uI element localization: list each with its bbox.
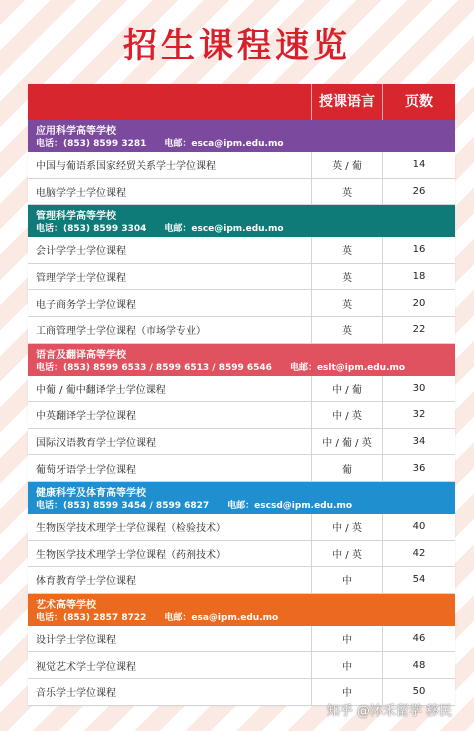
table-row bbox=[28, 237, 455, 264]
page-number: 32 bbox=[382, 402, 455, 428]
school-section-header bbox=[28, 482, 455, 514]
header-language: 授课语言 bbox=[311, 84, 382, 120]
table-row bbox=[28, 514, 455, 541]
course-name: 音乐学士学位课程 bbox=[36, 688, 116, 700]
school-name: 语言及翻译高等学校 bbox=[36, 349, 126, 361]
page-number: 26 bbox=[382, 179, 455, 205]
school-name: 应用科学高等学校 bbox=[36, 126, 116, 137]
course-name: 电脑学学士学位课程 bbox=[36, 187, 126, 199]
table-header bbox=[28, 84, 455, 120]
watermark: 知乎 @沐禾留学 移民 bbox=[326, 704, 452, 719]
school-name: 健康科学及体育高等学校 bbox=[36, 487, 146, 499]
table-row bbox=[28, 376, 455, 403]
teaching-language: 英 bbox=[311, 264, 382, 290]
school-section-header bbox=[28, 594, 455, 626]
course-name: 电子商务学士学位课程 bbox=[36, 299, 136, 311]
teaching-language: 英 bbox=[311, 290, 382, 316]
page-number: 36 bbox=[382, 455, 455, 481]
teaching-language: 英 bbox=[311, 237, 382, 263]
school-section-header bbox=[28, 344, 455, 376]
page-number: 16 bbox=[382, 237, 455, 263]
table-row bbox=[28, 541, 455, 568]
table-row bbox=[28, 317, 455, 344]
teaching-language: 中 bbox=[311, 652, 382, 678]
table-row bbox=[28, 402, 455, 429]
page-number: 34 bbox=[382, 429, 455, 455]
teaching-language: 中 / 英 bbox=[311, 402, 382, 428]
teaching-language: 中 bbox=[311, 567, 382, 593]
page-number: 46 bbox=[382, 626, 455, 652]
course-name: 生物医学技术理学士学位课程（药剂技术） bbox=[36, 549, 226, 561]
page-number: 48 bbox=[382, 652, 455, 678]
course-name: 会计学学士学位课程 bbox=[36, 246, 126, 258]
table-row bbox=[28, 567, 455, 594]
school-section-header bbox=[28, 120, 455, 152]
page-number: 40 bbox=[382, 514, 455, 540]
course-name: 中英翻译学士学位课程 bbox=[36, 411, 136, 423]
table-row bbox=[28, 264, 455, 291]
header-pages: 页数 bbox=[382, 84, 455, 120]
school-section-header bbox=[28, 205, 455, 237]
table-row bbox=[28, 152, 455, 179]
page-number: 22 bbox=[382, 317, 455, 343]
school-contact: 电话：(853) 8599 3304 电邮：esce@ipm.edu.mo bbox=[36, 224, 284, 235]
teaching-language: 英 / 葡 bbox=[311, 152, 382, 178]
teaching-language: 中 bbox=[311, 679, 382, 705]
course-name: 管理学学士学位课程 bbox=[36, 273, 126, 285]
table-row bbox=[28, 455, 455, 482]
course-name: 设计学士学位课程 bbox=[36, 635, 116, 647]
course-name: 视觉艺术学士学位课程 bbox=[36, 661, 136, 673]
page-number: 42 bbox=[382, 541, 455, 567]
teaching-language: 中 / 葡 / 英 bbox=[311, 429, 382, 455]
course-name: 生物医学技术理学士学位课程（检验技术） bbox=[36, 523, 226, 535]
course-name: 中国与葡语系国家经贸关系学士学位课程 bbox=[36, 161, 216, 173]
page-number: 20 bbox=[382, 290, 455, 316]
page-number: 54 bbox=[382, 567, 455, 593]
page-title: 招生课程速览 bbox=[123, 26, 351, 66]
school-contact: 电话：(853) 8599 6533 / 8599 6513 / 8599 6546 电邮：eslt@ipm.edu.mo bbox=[36, 362, 406, 373]
school-name: 管理科学高等学校 bbox=[36, 211, 116, 223]
page-number: 30 bbox=[382, 376, 455, 402]
course-name: 中葡 / 葡中翻译学士学位课程 bbox=[36, 384, 166, 396]
course-name: 体育教育学士学位课程 bbox=[36, 576, 136, 588]
table-row bbox=[28, 626, 455, 653]
school-name: 艺术高等学校 bbox=[36, 599, 96, 611]
school-contact: 电话：(853) 8599 3454 / 8599 6827 电邮：escsd@ipm.edu.mo bbox=[36, 500, 353, 511]
table-row bbox=[28, 179, 455, 206]
teaching-language: 英 bbox=[311, 317, 382, 343]
table-row bbox=[28, 429, 455, 456]
teaching-language: 中 / 英 bbox=[311, 541, 382, 567]
table-row bbox=[28, 652, 455, 679]
table-row bbox=[28, 290, 455, 317]
teaching-language: 中 / 葡 bbox=[311, 376, 382, 402]
course-table bbox=[28, 84, 455, 706]
page-number: 18 bbox=[382, 264, 455, 290]
course-name: 国际汉语教育学士学位课程 bbox=[36, 438, 156, 450]
course-name: 葡萄牙语学士学位课程 bbox=[36, 464, 136, 476]
page-number: 50 bbox=[382, 679, 455, 705]
school-contact: 电话：(853) 8599 3281 电邮：esca@ipm.edu.mo bbox=[36, 139, 284, 149]
teaching-language: 中 bbox=[311, 626, 382, 652]
teaching-language: 葡 bbox=[311, 455, 382, 481]
teaching-language: 中 / 英 bbox=[311, 514, 382, 540]
school-contact: 电话：(853) 2857 8722 电邮：esa@ipm.edu.mo bbox=[36, 612, 279, 623]
teaching-language: 英 bbox=[311, 179, 382, 205]
table-body bbox=[28, 120, 455, 706]
course-name: 工商管理学士学位课程（市场学专业） bbox=[36, 326, 206, 338]
page-number: 14 bbox=[382, 152, 455, 178]
